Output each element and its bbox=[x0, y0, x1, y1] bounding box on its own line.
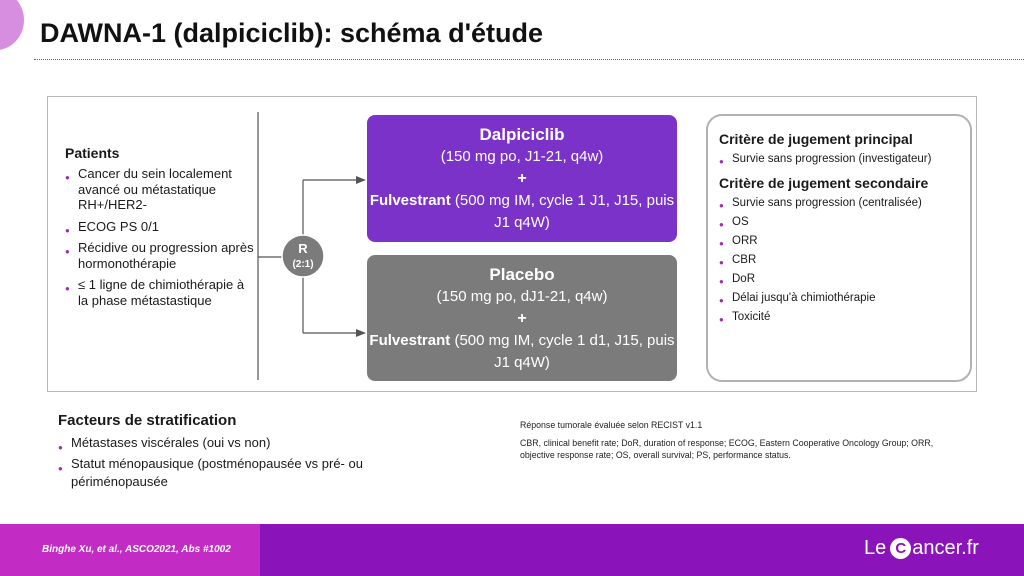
endpoint-item: ● Survie sans progression (investigateur) bbox=[719, 152, 960, 166]
endpoints-panel bbox=[706, 114, 972, 382]
logo-text-le: Le bbox=[864, 537, 887, 559]
page-title: DAWNA-1 (dalpiciclib): schéma d'étude bbox=[40, 18, 543, 48]
randomization-label: R bbox=[298, 241, 308, 256]
stratification-heading: Facteurs de stratification bbox=[58, 412, 237, 429]
primary-endpoint-heading: Critère de jugement principal bbox=[719, 131, 913, 147]
patients-item: ● ECOG PS 0/1 bbox=[65, 219, 255, 235]
endpoint-item: ● DoR bbox=[719, 272, 960, 286]
arm-drug-dose: (150 mg po, dJ1-21, q4w) bbox=[436, 288, 608, 305]
endpoint-item: ● Survie sans progression (centralisée) bbox=[719, 196, 960, 210]
stratification-item: ● Métastases viscérales (oui vs non) bbox=[58, 434, 428, 452]
lecancer-logo bbox=[864, 537, 979, 560]
secondary-endpoint-heading: Critère de jugement secondaire bbox=[719, 175, 929, 191]
arm-dalpiciclib bbox=[367, 115, 677, 242]
patients-list bbox=[65, 166, 255, 308]
patients-item: ● Cancer du sein localement avancé ou métastatique RH+/HER2- bbox=[65, 166, 255, 213]
endpoint-item: ● Délai jusqu'à chimiothérapie bbox=[719, 291, 960, 305]
arm-combo bbox=[367, 330, 677, 374]
randomization-ratio: (2:1) bbox=[292, 259, 314, 270]
arm2-arrowhead bbox=[356, 329, 366, 337]
logo-c-icon: C bbox=[890, 538, 911, 559]
arm-drug-dose: (150 mg po, J1-21, q4w) bbox=[440, 148, 604, 165]
arm1-arrowhead bbox=[356, 176, 366, 184]
arm-plus: + bbox=[517, 170, 527, 187]
arm-combo bbox=[367, 190, 677, 234]
patients-item: ● Récidive ou progression après hormonothérapie bbox=[65, 240, 255, 271]
abbreviations-note: CBR, clinical benefit rate; DoR, duration of response; ECOG, Eastern Cooperative Oncology Group; ORR, objective response rate; OS, overall survival; PS, performance status. bbox=[520, 438, 934, 460]
arm-plus: + bbox=[517, 310, 527, 327]
endpoint-item: ● Toxicité bbox=[719, 310, 960, 324]
endpoint-item: ● OS bbox=[719, 215, 960, 229]
endpoint-item: ● CBR bbox=[719, 253, 960, 267]
arm-placebo bbox=[367, 255, 677, 381]
stratification-item: ● Statut ménopausique (postménopausée vs pré- ou périménopausée bbox=[58, 455, 428, 491]
patients-item: ● ≤ 1 ligne de chimiothérapie à la phase métastastique bbox=[65, 277, 255, 308]
arm-combo-drug: Fulvestrant bbox=[369, 332, 451, 349]
arm-drug-name: Placebo bbox=[489, 265, 555, 284]
endpoint-item: ● ORR bbox=[719, 234, 960, 248]
arm-combo-dose: (500 mg IM, cycle 1 d1, J15, puis J1 q4W) bbox=[450, 332, 675, 371]
stratification-panel bbox=[58, 412, 428, 494]
patients-panel bbox=[65, 145, 255, 314]
patients-heading: Patients bbox=[65, 145, 120, 161]
secondary-endpoint-list bbox=[719, 196, 960, 324]
footnotes bbox=[520, 419, 960, 467]
arm-drug-name: Dalpiciclib bbox=[479, 125, 565, 144]
primary-endpoint-list bbox=[719, 152, 960, 166]
logo-text-ancer: ancer.fr bbox=[912, 537, 979, 559]
recist-note: Réponse tumorale évaluée selon RECIST v1.1 bbox=[520, 420, 703, 430]
arm-combo-dose: (500 mg IM, cycle 1 J1, J15, puis J1 q4W) bbox=[450, 192, 675, 231]
stratification-list bbox=[58, 434, 428, 491]
arm-combo-drug: Fulvestrant bbox=[369, 192, 451, 209]
citation: Binghe Xu, et al., ASCO2021, Abs #1002 bbox=[42, 544, 231, 555]
